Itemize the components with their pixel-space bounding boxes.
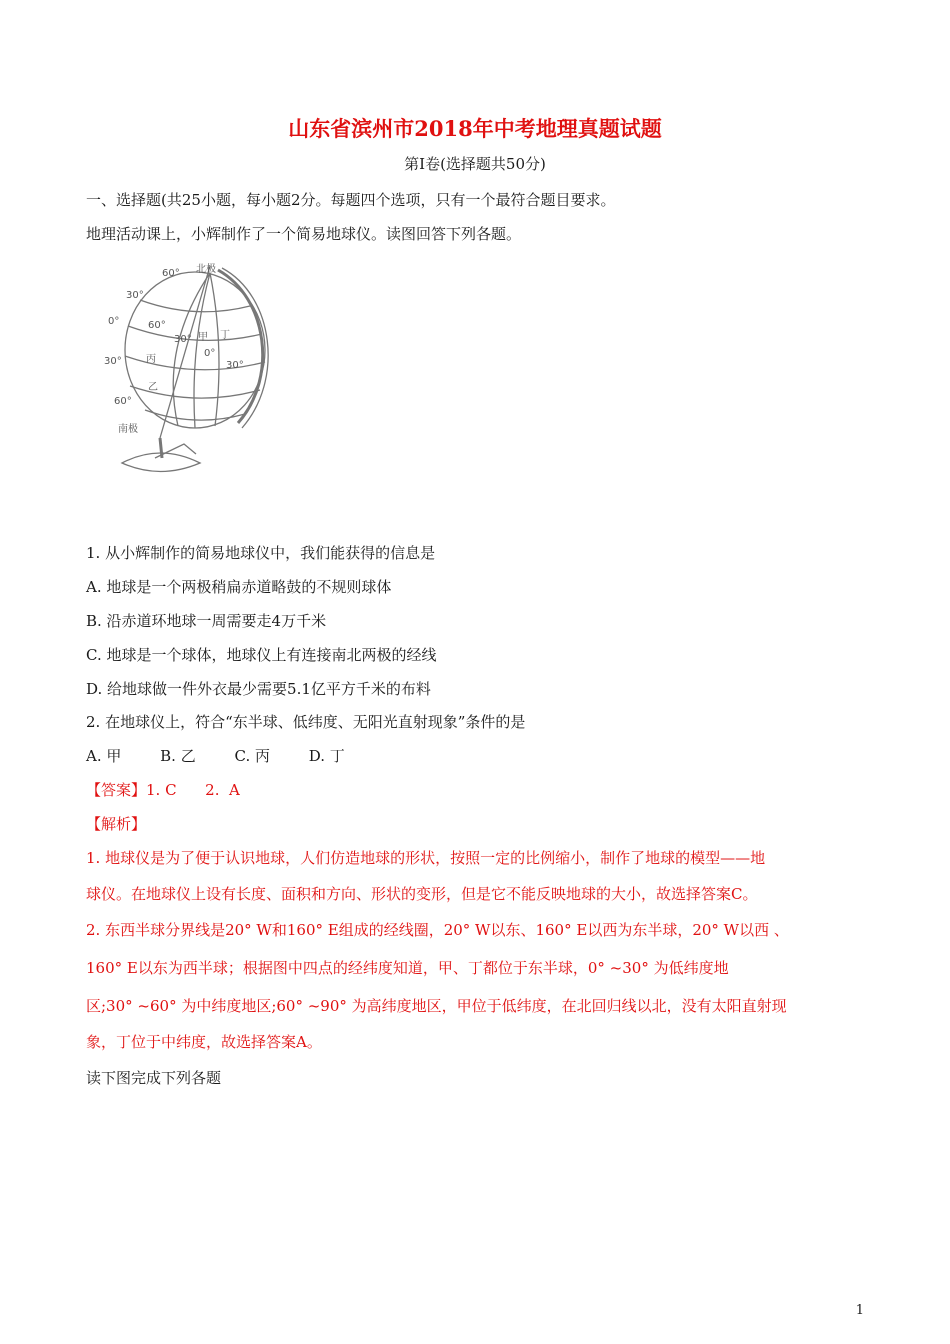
analysis-heading: 【解析】 — [86, 815, 147, 833]
label-lat60-top: 60° — [162, 268, 180, 279]
analysis-line-5: 区;30° ~60° 为中纬度地区;60° ~90° 为高纬度地区，甲位于低纬度，在北回归线以北，没有太阳直射现 — [86, 997, 787, 1015]
globe-axis — [160, 266, 210, 438]
globe-illustration — [100, 258, 280, 508]
question-intro: 地理活动课上，小辉制作了一个简易地球仪。读图回答下列各题。 — [86, 225, 522, 243]
label-yi: 乙 — [148, 382, 158, 393]
section-subtitle: 第Ⅰ卷(选择题共50分) — [404, 155, 546, 173]
page-title: 山东省滨州市2018年中考地理真题试题 — [288, 116, 662, 141]
section-heading: 一、选择题(共25小题，每小题2分。每题四个选项，只有一个最符合题目要求。 — [86, 191, 616, 209]
label-lat60-left-bottom: 60° — [114, 396, 132, 407]
question-1-stem: 1. 从小辉制作的简易地球仪中，我们能获得的信息是 — [86, 544, 436, 562]
question-2-option-d: D. 丁 — [308, 747, 345, 765]
latitude-60n — [140, 300, 250, 312]
label-jia: 甲 — [198, 332, 208, 343]
analysis-line-3: 2. 东西半球分界线是20° W和160° E组成的经线圈，20° W以东、160° E以西为东半球，20° W以西 、 — [86, 921, 789, 939]
label-lat30-left: 30° — [126, 290, 144, 301]
meridian-ring — [218, 270, 263, 423]
question-2-options — [86, 745, 379, 766]
question-1-option-d: D. 给地球做一件外衣最少需要5.1亿平方千米的布料 — [86, 680, 431, 698]
globe-figure — [100, 258, 280, 508]
label-lat0-left: 0° — [108, 316, 120, 327]
question-2-stem: 2. 在地球仪上，符合“东半球、低纬度、无阳光直射现象”条件的是 — [86, 713, 526, 731]
label-ding: 丁 — [220, 330, 230, 341]
analysis-line-1: 1. 地球仪是为了便于认识地球，人们仿造地球的形状，按照一定的比例缩小，制作了地球的模型——地 — [86, 849, 766, 867]
question-1-option-c: C. 地球是一个球体，地球仪上有连接南北两极的经线 — [86, 646, 437, 664]
label-lon60: 60° — [148, 320, 166, 331]
answer-line: 【答案】1. C 2. A — [86, 781, 240, 799]
label-north-pole: 北极 — [196, 264, 216, 275]
label-lon0: 0° — [204, 348, 216, 359]
question-2-option-b: B. 乙 — [160, 747, 196, 765]
label-lat30-right: 30° — [226, 360, 244, 371]
label-bing: 丙 — [146, 354, 156, 365]
question-1-option-b: B. 沿赤道环地球一周需要走4万千米 — [86, 612, 327, 630]
label-lon30: 30° — [174, 334, 192, 345]
question-2-option-a: A. 甲 — [86, 747, 122, 765]
question-1-option-a: A. 地球是一个两极稍扁赤道略鼓的不规则球体 — [86, 578, 392, 596]
analysis-line-6: 象，丁位于中纬度，故选择答案A。 — [86, 1033, 322, 1051]
analysis-line-2: 球仪。在地球仪上设有长度、面积和方向、形状的变形，但是它不能反映地球的大小，故选择答案C。 — [86, 885, 758, 903]
question-2-option-c: C. 丙 — [234, 747, 270, 765]
analysis-line-4: 160° E以东为西半球；根据图中四点的经纬度知道，甲、丁都位于东半球，0° ~30° 为低纬度地 — [86, 959, 729, 977]
label-lat30-left-bottom: 30° — [104, 356, 122, 367]
page-number: 1 — [855, 1303, 864, 1318]
next-question-intro: 读下图完成下列各题 — [86, 1069, 222, 1087]
label-south-pole: 南极 — [118, 424, 138, 435]
